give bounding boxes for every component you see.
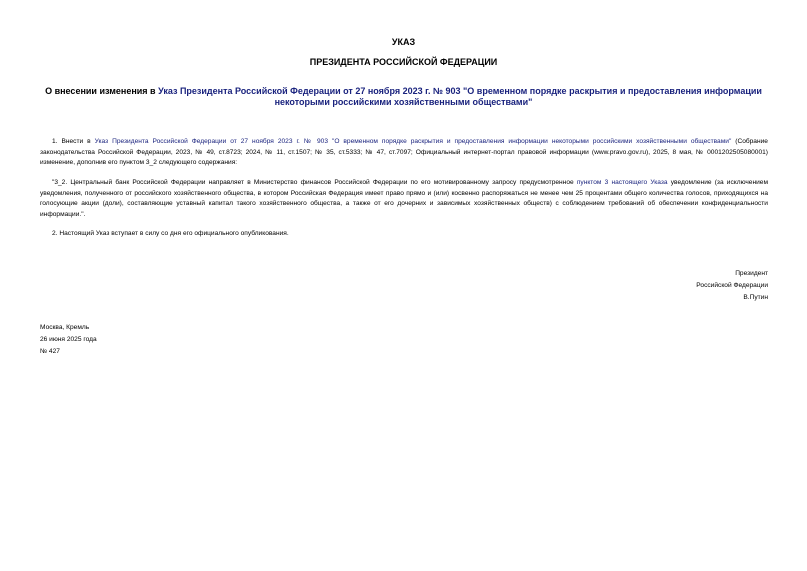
document-title: УКАЗ [391, 37, 416, 47]
paragraph-3: 2. Настоящий Указ вступает в силу со дня его официального опубликования. [52, 230, 289, 237]
paragraph-2-suffix: уведомление (за исключением уведомления, полученного от российского хозяйственного общества, в котором Российская Федерация имеет право прямо и (или) косвенно распоряжаться не менее чем 25 процентами общего количества голосов, приходящихся на голосующие акции (доли), составляющие уставный капитал такого хозяйственного общества, а также от его дочерних и зависимых хозяйственных обществ) с соблюдением требований об обеспечении конфиденциальности информации.". [40, 179, 768, 218]
place-date: 26 июня 2025 года [40, 336, 97, 343]
paragraph-1 [40, 137, 768, 169]
paragraph-1-decree-link[interactable]: Указ Президента Российской Федерации от 27 ноября 2023 г. № 903 "О временном порядке раскрытия и предоставления информации некоторыми российскими хозяйственными обществами" [94, 138, 732, 145]
subject-decree-link[interactable]: Указ Президента Российской Федерации от 27 ноября 2023 г. № 903 "О временном порядке раскрытия и предоставления информации некоторыми российскими хозяйственными обществами" [158, 86, 762, 107]
paragraph-2-prefix: "3_2. Центральный банк Российской Федерации направляет в Министерство финансов Российской Федерации по его мотивированному запросу предусмотренное [52, 179, 577, 186]
signature-position: Президент [735, 270, 768, 277]
paragraph-2 [40, 178, 768, 220]
place-number: № 427 [40, 348, 60, 355]
paragraph-2-point-link[interactable]: пунктом 3 настоящего Указа [576, 179, 668, 186]
paragraph-1-prefix: 1. Внести в [52, 138, 95, 145]
subject-prefix: О внесении изменения в [45, 86, 159, 96]
place-location: Москва, Кремль [40, 324, 90, 331]
signature-country: Российской Федерации [696, 282, 768, 289]
signature-block [696, 268, 768, 304]
signature-name: В.Путин [743, 294, 768, 301]
document-issuer: ПРЕЗИДЕНТА РОССИЙСКОЙ ФЕДЕРАЦИИ [309, 57, 498, 67]
place-date-block [40, 322, 97, 358]
paragraph-1-suffix: (Собрание законодательства Российской Федерации, 2023, № 49, ст.8723; 2024, № 11, ст.1507; № 35, ст.5333; № 47, ст.7097; Официальный интернет-портал правовой информации (www.pravo.gov.ru), 2025, 8 мая, № 0001202505080001) изменение, дополнив его пунктом 3_2 следующего содержания: [40, 138, 768, 166]
document-subject [40, 86, 767, 108]
